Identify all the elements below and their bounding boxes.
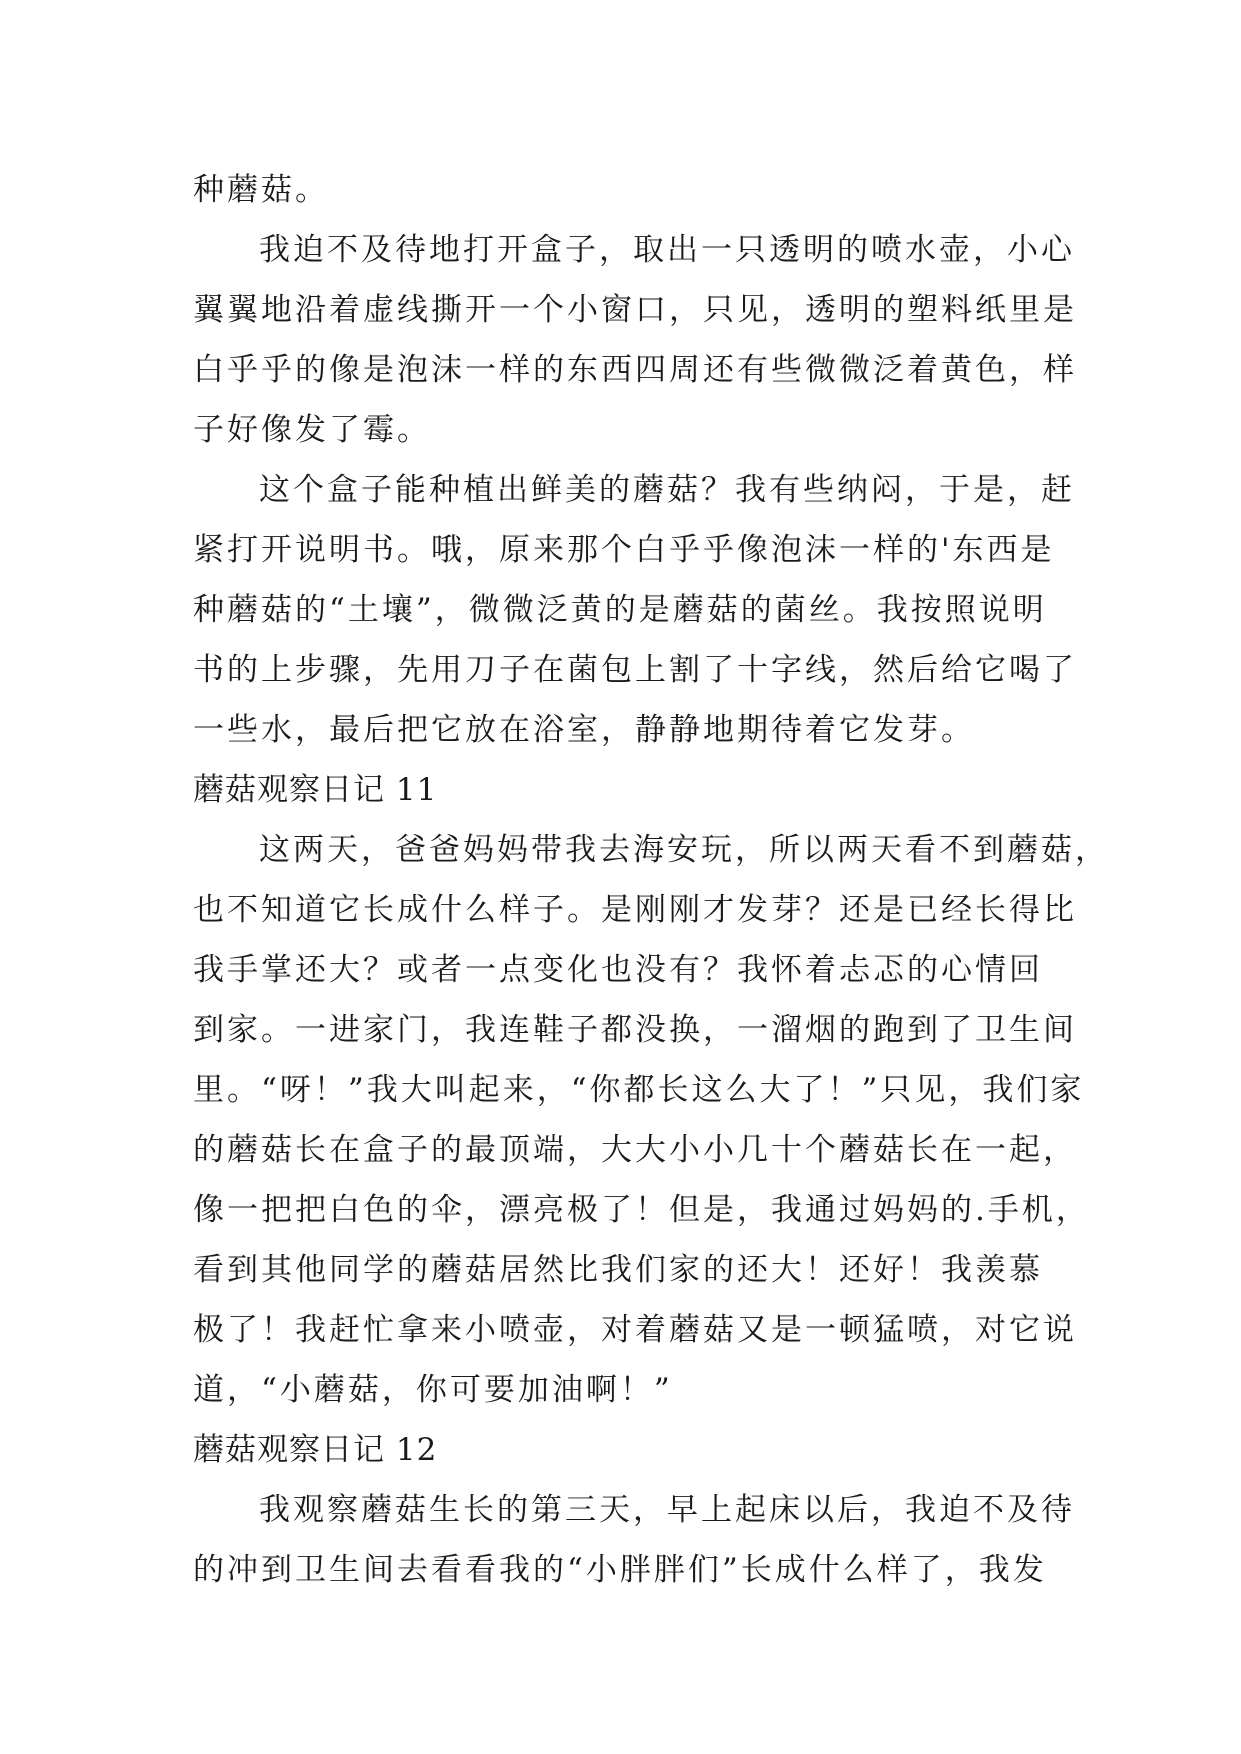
- text-line: 书的上步骤，先用刀子在菌包上割了十字线，然后给它喝了: [193, 652, 1077, 688]
- paragraph-start-line: 我观察蘑菇生长的第三天，早上起床以后，我迫不及待: [259, 1492, 1075, 1528]
- text-line: 我手掌还大？或者一点变化也没有？我怀着忐忑的心情回: [193, 952, 1043, 988]
- text-line: 翼翼地沿着虚线撕开一个小窗口，只见，透明的塑料纸里是: [193, 292, 1077, 328]
- text-line: 到家。一进家门，我连鞋子都没换，一溜烟的跑到了卫生间: [193, 1012, 1077, 1048]
- text-line: 一些水，最后把它放在浴室，静静地期待着它发芽。: [193, 712, 975, 748]
- text-line: 看到其他同学的蘑菇居然比我们家的还大！还好！我羡慕: [193, 1252, 1043, 1288]
- text-line: 里。“呀！”我大叫起来，“你都长这么大了！”只见，我们家: [193, 1072, 1085, 1108]
- text-line: 紧打开说明书。哦，原来那个白乎乎像泡沫一样的'东西是: [193, 532, 1055, 568]
- text-line: 道，“小蘑菇，你可要加油啊！”: [193, 1372, 673, 1408]
- text-line: 的冲到卫生间去看看我的“小胖胖们”长成什么样了，我发: [193, 1552, 1047, 1588]
- text-line: 种蘑菇。: [193, 172, 329, 208]
- section-heading: 蘑菇观察日记 12: [193, 1432, 438, 1468]
- text-line: 像一把把白色的伞，漂亮极了！但是，我通过妈妈的.手机，: [193, 1192, 1090, 1228]
- text-line: 也不知道它长成什么样子。是刚刚才发芽？还是已经长得比: [193, 892, 1077, 928]
- document-body: [193, 160, 1109, 1600]
- text-line: 的蘑菇长在盒子的最顶端，大大小小几十个蘑菇长在一起，: [193, 1132, 1077, 1168]
- text-line: 子好像发了霉。: [193, 412, 431, 448]
- text-line: 种蘑菇的“土壤”，微微泛黄的是蘑菇的菌丝。我按照说明: [193, 592, 1047, 628]
- text-line: 白乎乎的像是泡沫一样的东西四周还有些微微泛着黄色，样: [193, 352, 1077, 388]
- paragraph-start-line: 这两天，爸爸妈妈带我去海安玩，所以两天看不到蘑菇，: [259, 832, 1109, 868]
- text-line: 极了！我赶忙拿来小喷壶，对着蘑菇又是一顿猛喷，对它说: [193, 1312, 1077, 1348]
- paragraph-start-line: 我迫不及待地打开盒子，取出一只透明的喷水壶，小心: [259, 232, 1075, 268]
- section-heading: 蘑菇观察日记 11: [193, 772, 438, 808]
- paragraph-start-line: 这个盒子能种植出鲜美的蘑菇？我有些纳闷，于是，赶: [259, 472, 1075, 508]
